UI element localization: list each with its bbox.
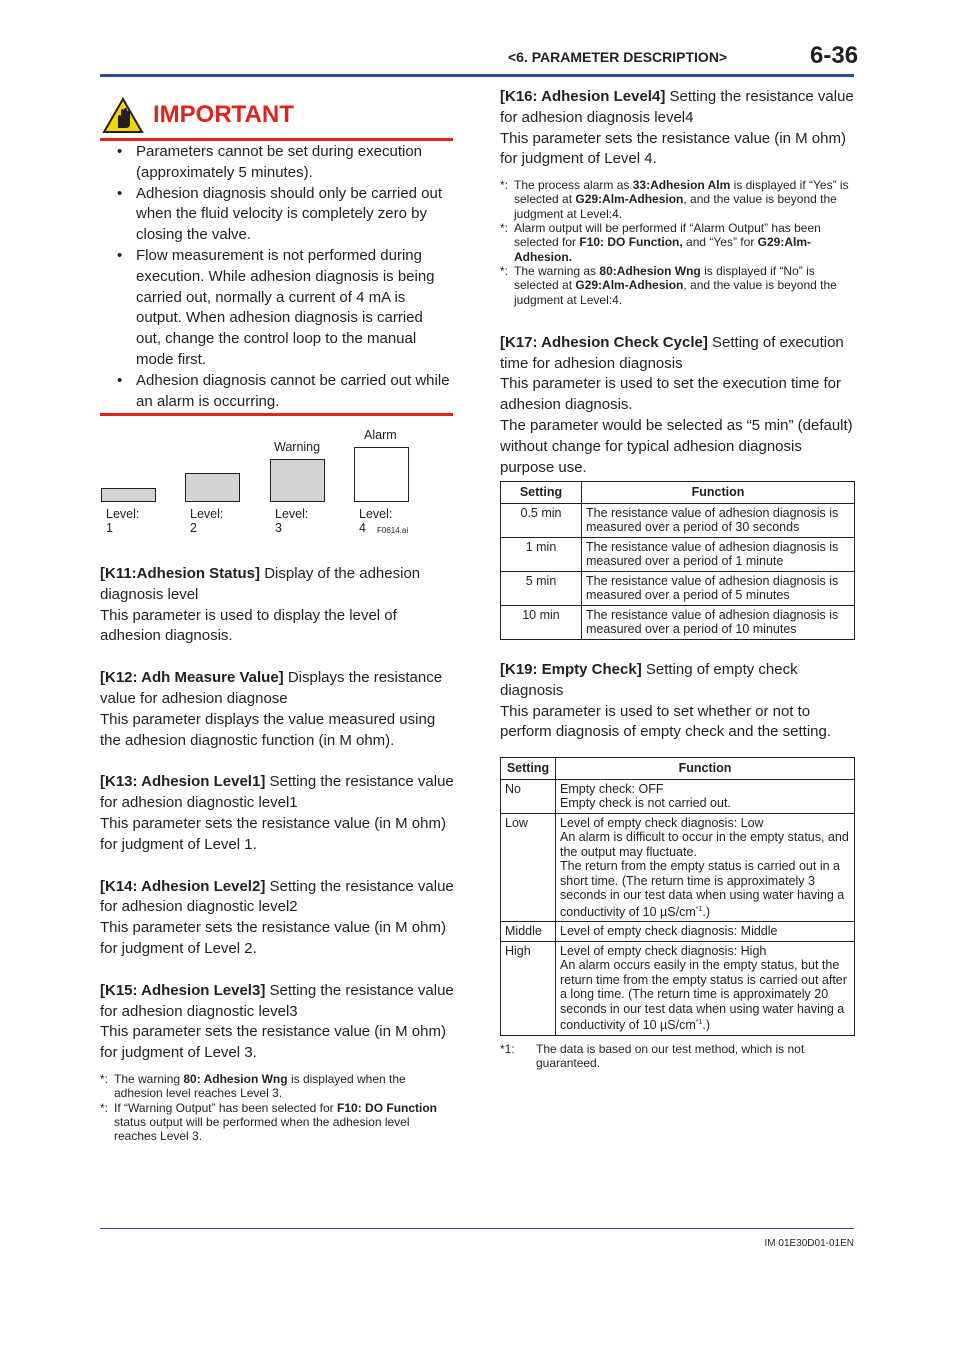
k16-body: This parameter sets the resistance value (in M ohm) for judgment of Level 4. — [500, 129, 846, 168]
setting-cell: 0.5 min — [501, 503, 582, 537]
k11-heading — [100, 564, 455, 606]
k15-title: [K15: Adhesion Level3] — [100, 981, 266, 999]
important-bullet: • Adhesion diagnosis cannot be carried out while an alarm is occurring. — [117, 371, 450, 410]
column-header: Function — [582, 482, 855, 504]
function-cell: Level of empty check diagnosis: Middle — [556, 922, 855, 942]
k15-heading — [100, 981, 455, 1023]
setting-cell: Low — [501, 813, 556, 922]
k17-body: This parameter is used to set the execution time for adhesion diagnosis. — [500, 375, 841, 414]
alarm-label: Alarm — [364, 428, 397, 442]
table-row — [501, 537, 855, 571]
k16-title: [K16: Adhesion Level4] — [500, 88, 666, 105]
k16-note: *: Alarm output will be performed if “Alarm Output” has been selected for F10: DO Function, and “Yes” for G29:Alm-Adhesion. — [500, 221, 821, 264]
k13-subtitle: Setting the resistance value for adhesion diagnostic level1 — [100, 773, 454, 812]
important-bullet: • Adhesion diagnosis should only be carried out when the fluid velocity is completely zero by closing the valve. — [117, 184, 443, 244]
table-header-row — [501, 758, 855, 780]
level-3-label: Level: 3 — [275, 507, 309, 535]
level-1-label: Level: 1 — [106, 507, 140, 535]
level-3-box — [270, 459, 325, 502]
k14-title: [K14: Adhesion Level2] — [100, 877, 266, 895]
k19-heading — [500, 660, 855, 702]
setting-cell: No — [501, 779, 556, 813]
k16-note: *: The warning as 80:Adhesion Wng is displayed if “No” is selected at G29:Alm-Adhesion, and the value is beyond the judgment at Level:4. — [500, 263, 837, 307]
left-column — [100, 564, 455, 1143]
k13-body: This parameter sets the resistance value (in M ohm) for judgment of Level 1. — [100, 814, 446, 853]
k13-title: [K13: Adhesion Level1] — [100, 773, 266, 791]
setting-cell: High — [501, 941, 556, 1035]
function-cell: Level of empty check diagnosis: Low An alarm is difficult to occur in the empty status, and the output may fluctuate. The return from the empty status is carried out in a short time. (The return time is approximately 3 seconds in our test data when using water having a conductivity of 10 $\mu S/cm^{*1}$.) — [556, 813, 855, 922]
right-column — [500, 87, 855, 1071]
function-cell: The resistance value of adhesion diagnosis is measured over a period of 30 seconds — [582, 503, 855, 537]
k15-note: *: If “Warning Output” has been selected for F10: DO Function status output will be performed when the adhesion level reaches Level 3. — [100, 1100, 438, 1144]
column-header: Setting — [501, 482, 582, 504]
column-header: Setting — [501, 758, 556, 780]
table-row — [501, 503, 855, 537]
k11-subtitle: Display of the adhesion diagnosis level — [100, 565, 421, 603]
important-bullet: • Flow measurement is not performed during execution. While adhesion diagnosis is being carried out, normally a current of 4 mA is output. When adhesion diagnosis is carried out, change the control loop to the manual mode first. — [117, 246, 435, 368]
table-row — [501, 779, 855, 813]
important-title: IMPORTANT — [153, 101, 294, 128]
k17-body-2: The parameter would be selected as “5 min” (default) without change for typical adhesion diagnosis purpose use. — [500, 417, 853, 476]
k19-title: [K19: Empty Check] — [500, 660, 642, 678]
table-row — [501, 813, 855, 922]
column-header: Function — [556, 758, 855, 780]
figure-id: F0614.ai — [377, 526, 409, 535]
important-bullet: • Parameters cannot be set during execution (approximately 5 minutes). — [117, 143, 423, 181]
header-rule — [100, 74, 854, 77]
level-1-box — [101, 488, 156, 502]
bullet-text: Adhesion diagnosis should only be carried out when the fluid velocity is completely zero by closing the valve. — [136, 184, 443, 244]
level-4-box — [354, 447, 409, 502]
k19-body: This parameter is used to set whether or not to perform diagnosis of empty check and the setting. — [500, 702, 832, 741]
table-row — [501, 605, 855, 639]
important-top-rule — [100, 138, 453, 141]
k16-heading — [500, 87, 855, 129]
k13-heading — [100, 772, 455, 814]
function-cell: The resistance value of adhesion diagnosis is measured over a period of 1 minute — [582, 537, 855, 571]
k15-body: This parameter sets the resistance value (in M ohm) for judgment of Level 3. — [100, 1023, 446, 1062]
warning-label: Warning — [274, 440, 321, 454]
important-bottom-rule — [100, 413, 453, 416]
table-row — [501, 571, 855, 605]
table-row — [501, 922, 855, 942]
function-cell: Empty check: OFF Empty check is not carried out. — [556, 779, 855, 813]
k12-title: [K12: Adh Measure Value] — [100, 669, 284, 687]
section-title: <6. PARAMETER DESCRIPTION> — [508, 49, 728, 65]
table-row — [501, 941, 855, 1035]
k14-heading — [100, 877, 455, 919]
level-2-label: Level: 2 — [190, 507, 224, 535]
setting-cell: 10 min — [501, 605, 582, 639]
setting-cell: Middle — [501, 922, 556, 942]
k17-heading — [500, 333, 855, 375]
bullet-text: Flow measurement is not performed during execution. While adhesion diagnosis is being carried out, normally a current of 4 mA is output. When adhesion diagnosis is carried out, change the control loop to the manual mode first. — [136, 246, 435, 368]
k15-note: *: The warning 80: Adhesion Wng is displayed when the adhesion level reaches Level 3. — [100, 1071, 406, 1101]
function-cell: The resistance value of adhesion diagnosis is measured over a period of 10 minutes — [582, 605, 855, 639]
k15-subtitle: Setting the resistance value for adhesion diagnostic level3 — [100, 981, 454, 1020]
k14-body: This parameter sets the resistance value (in M ohm) for judgment of Level 2. — [100, 919, 446, 957]
table-footnote: *1: The data is based on our test method, which is not guaranteed. — [500, 1041, 805, 1071]
bullet-text: Adhesion diagnosis cannot be carried out while an alarm is occurring. — [136, 371, 450, 410]
k16-note: *: The process alarm as 33:Adhesion Alm is displayed if “Yes” is selected at G29:Alm-Adhesion, and the value is beyond the judgment at Level:4. — [500, 178, 849, 221]
function-cell: The resistance value of adhesion diagnosis is measured over a period of 5 minutes — [582, 571, 855, 605]
footer-rule — [100, 1228, 854, 1229]
level-4-label: Level: 4 — [359, 507, 393, 535]
k11-title: [K11:Adhesion Status] — [100, 565, 261, 582]
k19-settings-table — [500, 757, 855, 1036]
k17-settings-table — [500, 481, 855, 640]
important-bullet-list — [112, 142, 450, 412]
k11-body: This parameter is used to display the level of adhesion diagnosis. — [100, 606, 397, 645]
k12-body: This parameter displays the value measured using the adhesion diagnostic function (in M ohm). — [100, 710, 436, 749]
k14-subtitle: Setting the resistance value for adhesion diagnostic level2 — [100, 877, 454, 916]
k12-heading — [100, 668, 455, 710]
level-2-box — [185, 473, 240, 502]
k19-subtitle: Setting of empty check diagnosis — [500, 660, 798, 699]
page-number: 6-36 — [810, 42, 859, 69]
function-cell: Level of empty check diagnosis: High An alarm occurs easily in the empty status, but the return time from the empty status is carried out after a long time. (The return time is approximately 20 seconds in our test data when using water having a conductivity of 10 $\mu S/cm^{*1}$.) — [556, 941, 855, 1035]
setting-cell: 1 min — [501, 537, 582, 571]
document-code: IM 01E30D01-01EN — [764, 1238, 854, 1249]
k17-title: [K17: Adhesion Check Cycle] — [500, 333, 708, 351]
k12-subtitle: Displays the resistance value for adhesion diagnose — [100, 669, 443, 707]
k17-subtitle: Setting of execution time for adhesion diagnosis — [500, 333, 844, 372]
bullet-text: Parameters cannot be set during execution (approximately 5 minutes). — [136, 143, 423, 181]
setting-cell: 5 min — [501, 571, 582, 605]
hand-warning-icon — [102, 97, 144, 139]
k16-subtitle: Setting the resistance value for adhesion diagnosis level4 — [500, 88, 854, 126]
table-header-row — [501, 482, 855, 504]
